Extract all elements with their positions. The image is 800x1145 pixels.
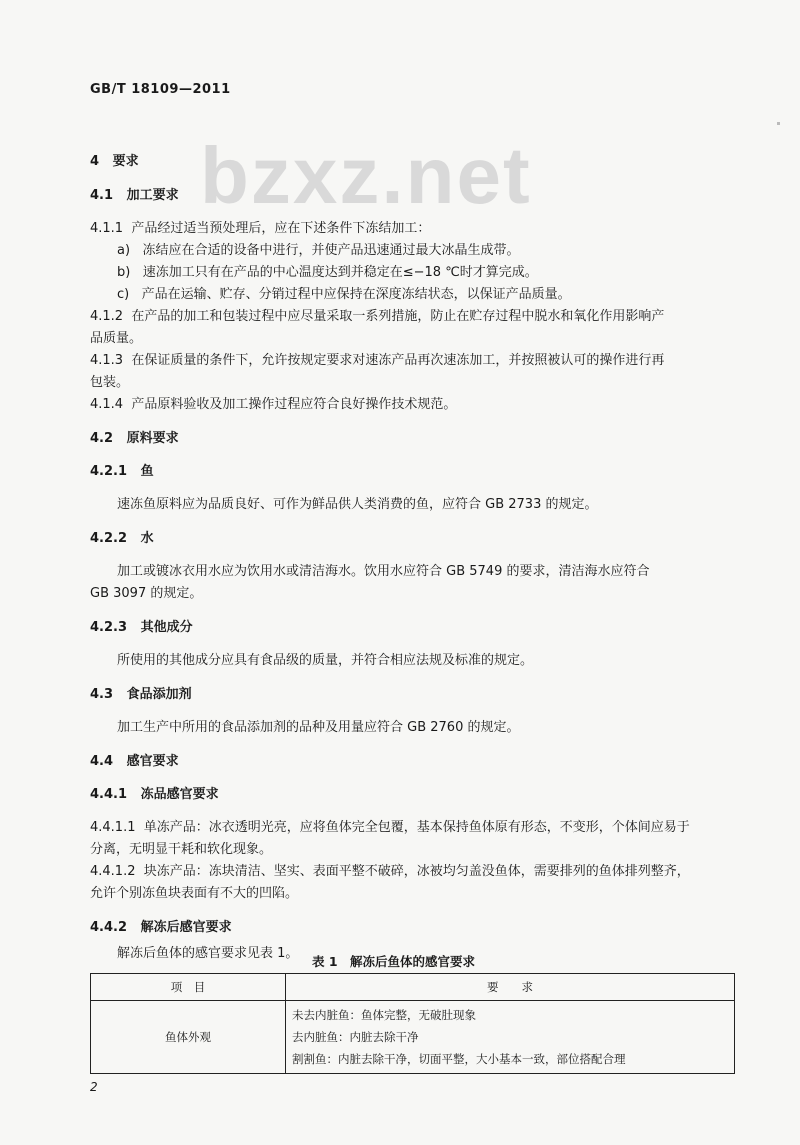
clause-number: 4.1.4	[90, 397, 124, 412]
requirement-line: 未去内脏鱼：鱼体完整，无破肚现象	[292, 1008, 476, 1022]
section-title: 原料要求	[126, 431, 179, 446]
clause-4-1-4	[90, 393, 456, 412]
section-4-1-heading	[90, 184, 179, 203]
section-title: 冻品感官要求	[140, 787, 219, 802]
clause-4-2-2-text: 加工或镀冰衣用水应为饮用水或清洁海水。饮用水应符合 GB 5749 的要求，清洁海水应符合	[117, 564, 650, 579]
section-title: 要求	[112, 154, 139, 169]
section-number: 4.4	[90, 754, 114, 769]
column-header-item: 项 目	[91, 974, 286, 1001]
section-number: 4.4.1	[90, 787, 128, 802]
section-number: 4.4.2	[90, 920, 128, 935]
section-4-4-heading	[90, 750, 179, 769]
section-number: 4.1	[90, 188, 114, 203]
section-title: 感官要求	[126, 754, 179, 769]
clause-4-3-text: 加工生产中所用的食品添加剂的品种及用量应符合 GB 2760 的规定。	[117, 720, 520, 735]
section-number: 4.2.3	[90, 620, 128, 635]
list-item-b	[117, 261, 538, 280]
clause-4-1-1	[90, 217, 430, 236]
clause-text: 在产品的加工和包装过程中应尽量采取一系列措施，防止在贮存过程中脱水和氧化作用影响产	[131, 309, 665, 324]
scan-speck	[777, 122, 780, 125]
section-number: 4	[90, 154, 100, 169]
section-title: 解冻后感官要求	[140, 920, 232, 935]
section-number: 4.2	[90, 431, 114, 446]
clause-4-1-2	[90, 305, 664, 324]
section-title: 加工要求	[126, 188, 179, 203]
clause-number: 4.1.2	[90, 309, 124, 324]
requirement-line: 去内脏鱼：内脏去除干净	[292, 1030, 419, 1044]
clause-text: 产品经过适当预处理后，应在下述条件下冻结加工：	[131, 221, 431, 236]
section-4-4-1-heading	[90, 783, 219, 802]
page-number: 2	[90, 1080, 98, 1094]
list-text: 速冻加工只有在产品的中心温度达到并稳定在≤−18 ℃时才算完成。	[142, 265, 538, 280]
section-4-3-heading	[90, 683, 192, 702]
section-4-2-2-heading	[90, 527, 154, 546]
clause-4-4-2-text: 解冻后鱼体的感官要求见表 1。	[117, 946, 299, 961]
clause-text: 单冻产品：冰衣透明光亮，应将鱼体完全包覆，基本保持鱼体原有形态，不变形，个体间应易于	[143, 820, 690, 835]
sensory-requirements-table	[90, 973, 735, 1074]
section-title: 其他成分	[140, 620, 193, 635]
clause-4-2-1-text: 速冻鱼原料应为品质良好、可作为鲜品供人类消费的鱼，应符合 GB 2733 的规定。	[117, 497, 598, 512]
requirement-line: 割割鱼：内脏去除干净，切面平整，大小基本一致，部位搭配合理	[292, 1052, 626, 1066]
section-4-2-1-heading	[90, 460, 154, 479]
standard-number-header: GB/T 18109—2011	[90, 82, 231, 97]
section-4-2-heading	[90, 427, 179, 446]
section-title: 鱼	[140, 464, 154, 479]
clause-4-1-2-continuation: 品质量。	[90, 331, 143, 346]
section-number: 4.2.2	[90, 531, 128, 546]
clause-4-4-1-1-continuation: 分离，无明显干耗和软化现象。	[90, 842, 273, 857]
watermark: bzxz.net	[200, 131, 532, 220]
section-title: 食品添加剂	[126, 687, 192, 702]
clause-4-4-1-2-continuation: 允许个别冻鱼块表面有不大的凹陷。	[90, 886, 299, 901]
clause-4-1-3-continuation: 包装。	[90, 375, 130, 390]
list-text: 冻结应在合适的设备中进行，并使产品迅速通过最大冰晶生成带。	[142, 243, 520, 258]
clause-number: 4.1.3	[90, 353, 124, 368]
clause-4-2-2-continuation: GB 3097 的规定。	[90, 586, 203, 601]
clause-text: 在保证质量的条件下，允许按规定要求对速冻产品再次速冻加工，并按照被认可的操作进行再	[131, 353, 665, 368]
clause-number: 4.1.1	[90, 221, 124, 236]
clause-number: 4.4.1.1	[90, 820, 136, 835]
list-label: c)	[117, 287, 130, 302]
section-4-heading	[90, 150, 139, 169]
table-cell-item: 鱼体外观	[91, 1001, 286, 1074]
clause-number: 4.4.1.2	[90, 864, 136, 879]
section-4-4-2-heading	[90, 916, 232, 935]
column-header-requirement: 要 求	[286, 974, 735, 1001]
section-4-2-3-heading	[90, 616, 193, 635]
clause-4-4-1-1	[90, 816, 690, 835]
table-cell-requirements	[286, 1001, 735, 1074]
table-row	[91, 1001, 735, 1074]
table-caption: 表 1 解冻后鱼体的感官要求	[312, 954, 476, 969]
clause-4-1-3	[90, 349, 664, 368]
section-number: 4.2.1	[90, 464, 128, 479]
clause-4-2-3-text: 所使用的其他成分应具有食品级的质量，并符合相应法规及标准的规定。	[117, 653, 534, 668]
section-number: 4.3	[90, 687, 114, 702]
section-title: 水	[140, 531, 154, 546]
clause-text: 块冻产品：冻块清洁、坚实、表面平整不破碎，冰被均匀盖没鱼体，需要排列的鱼体排列整齐，	[143, 864, 690, 879]
clause-4-4-1-2	[90, 860, 690, 879]
clause-text: 产品原料验收及加工操作过程应符合良好操作技术规范。	[131, 397, 457, 412]
list-text: 产品在运输、贮存、分销过程中应保持在深度冻结状态，以保证产品质量。	[141, 287, 571, 302]
list-item-c	[117, 283, 571, 302]
table-header-row	[91, 974, 735, 1001]
list-item-a	[117, 239, 519, 258]
list-label: b)	[117, 265, 131, 280]
list-label: a)	[117, 243, 131, 258]
